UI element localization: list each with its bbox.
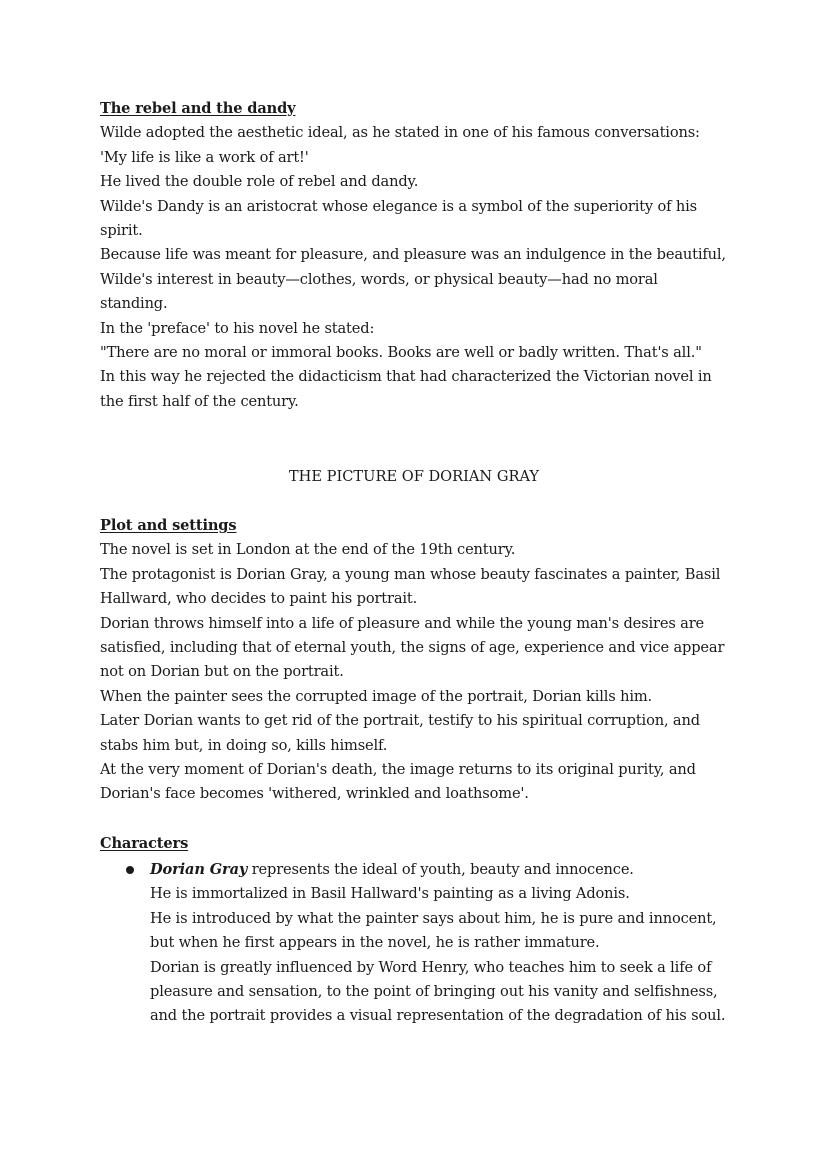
book-title: THE PICTURE OF DORIAN GRAY — [288, 468, 540, 485]
section-heading: Characters — [100, 835, 189, 852]
paragraph-line: stabs him but, in doing so, kills himself. — [100, 736, 388, 754]
paragraph-line: Wilde adopted the aesthetic ideal, as he stated in one of his famous conversations: — [100, 124, 700, 142]
paragraph-line: "There are no moral or immoral books. Books are well or badly written. That's all." — [100, 343, 702, 361]
paragraph-line: Wilde's interest in beauty—clothes, words, or physical beauty—had no moral — [100, 270, 658, 288]
paragraph-line: not on Dorian but on the portrait. — [100, 663, 344, 681]
section-heading: Plot and settings — [100, 517, 237, 534]
list-item-line: Dorian is greatly influenced by Word Henry, who teaches him to seek a life of — [150, 958, 712, 976]
paragraph-line: The novel is set in London at the end of the 19th century. — [100, 541, 516, 559]
paragraph-line: He lived the double role of rebel and dandy. — [100, 173, 419, 191]
list-item-text: represents the ideal of youth, beauty and innocence. — [247, 861, 634, 878]
paragraph-line: Dorian's face becomes 'withered, wrinkled and loathsome'. — [100, 785, 529, 803]
paragraph-line: Later Dorian wants to get rid of the portrait, testify to his spiritual corruption, and — [100, 712, 700, 730]
list-item-line: and the portrait provides a visual representation of the degradation of his soul. — [150, 1007, 726, 1025]
paragraph-line: In this way he rejected the didacticism that had characterized the Victorian novel in — [100, 368, 712, 386]
list-item-line: but when he first appears in the novel, he is rather immature. — [150, 934, 600, 952]
paragraph-line: The protagonist is Dorian Gray, a young man whose beauty fascinates a painter, Basil — [100, 565, 721, 583]
paragraph-line: Hallward, who decides to paint his portrait. — [100, 590, 418, 608]
paragraph-line: Because life was meant for pleasure, and pleasure was an indulgence in the beautiful, — [100, 246, 726, 264]
paragraph-line: When the painter sees the corrupted image of the portrait, Dorian kills him. — [100, 687, 653, 705]
list-item-line: He is immortalized in Basil Hallward's painting as a living Adonis. — [150, 885, 630, 903]
list-item — [100, 858, 760, 1028]
bullet-icon — [126, 866, 134, 874]
section-rebel-dandy — [100, 97, 740, 414]
paragraph-line: standing. — [100, 295, 168, 313]
list-item-line: He is introduced by what the painter says about him, he is pure and innocent, — [150, 909, 717, 927]
section-plot-settings — [100, 514, 740, 807]
section-characters — [100, 832, 740, 856]
paragraph-line: Dorian throws himself into a life of pleasure and while the young man's desires are — [100, 614, 705, 632]
paragraph-line: spirit. — [100, 221, 143, 239]
list-item-body — [150, 858, 760, 1029]
paragraph-line: the first half of the century. — [100, 392, 299, 410]
paragraph-line: At the very moment of Dorian's death, the image returns to its original purity, and — [100, 760, 696, 778]
list-item-line: pleasure and sensation, to the point of bringing out his vanity and selfishness, — [150, 982, 718, 1000]
character-list — [100, 858, 760, 1028]
list-item-first-line — [150, 858, 760, 882]
character-name: Dorian Gray — [150, 861, 248, 878]
paragraph-line: In the 'preface' to his novel he stated: — [100, 319, 375, 337]
paragraph-line: 'My life is like a work of art!' — [100, 148, 309, 166]
paragraph-line: satisfied, including that of eternal youth, the signs of age, experience and vice appear — [100, 638, 725, 656]
paragraph-line: Wilde's Dandy is an aristocrat whose elegance is a symbol of the superiority of his — [100, 197, 697, 215]
section-heading: The rebel and the dandy — [100, 100, 296, 117]
